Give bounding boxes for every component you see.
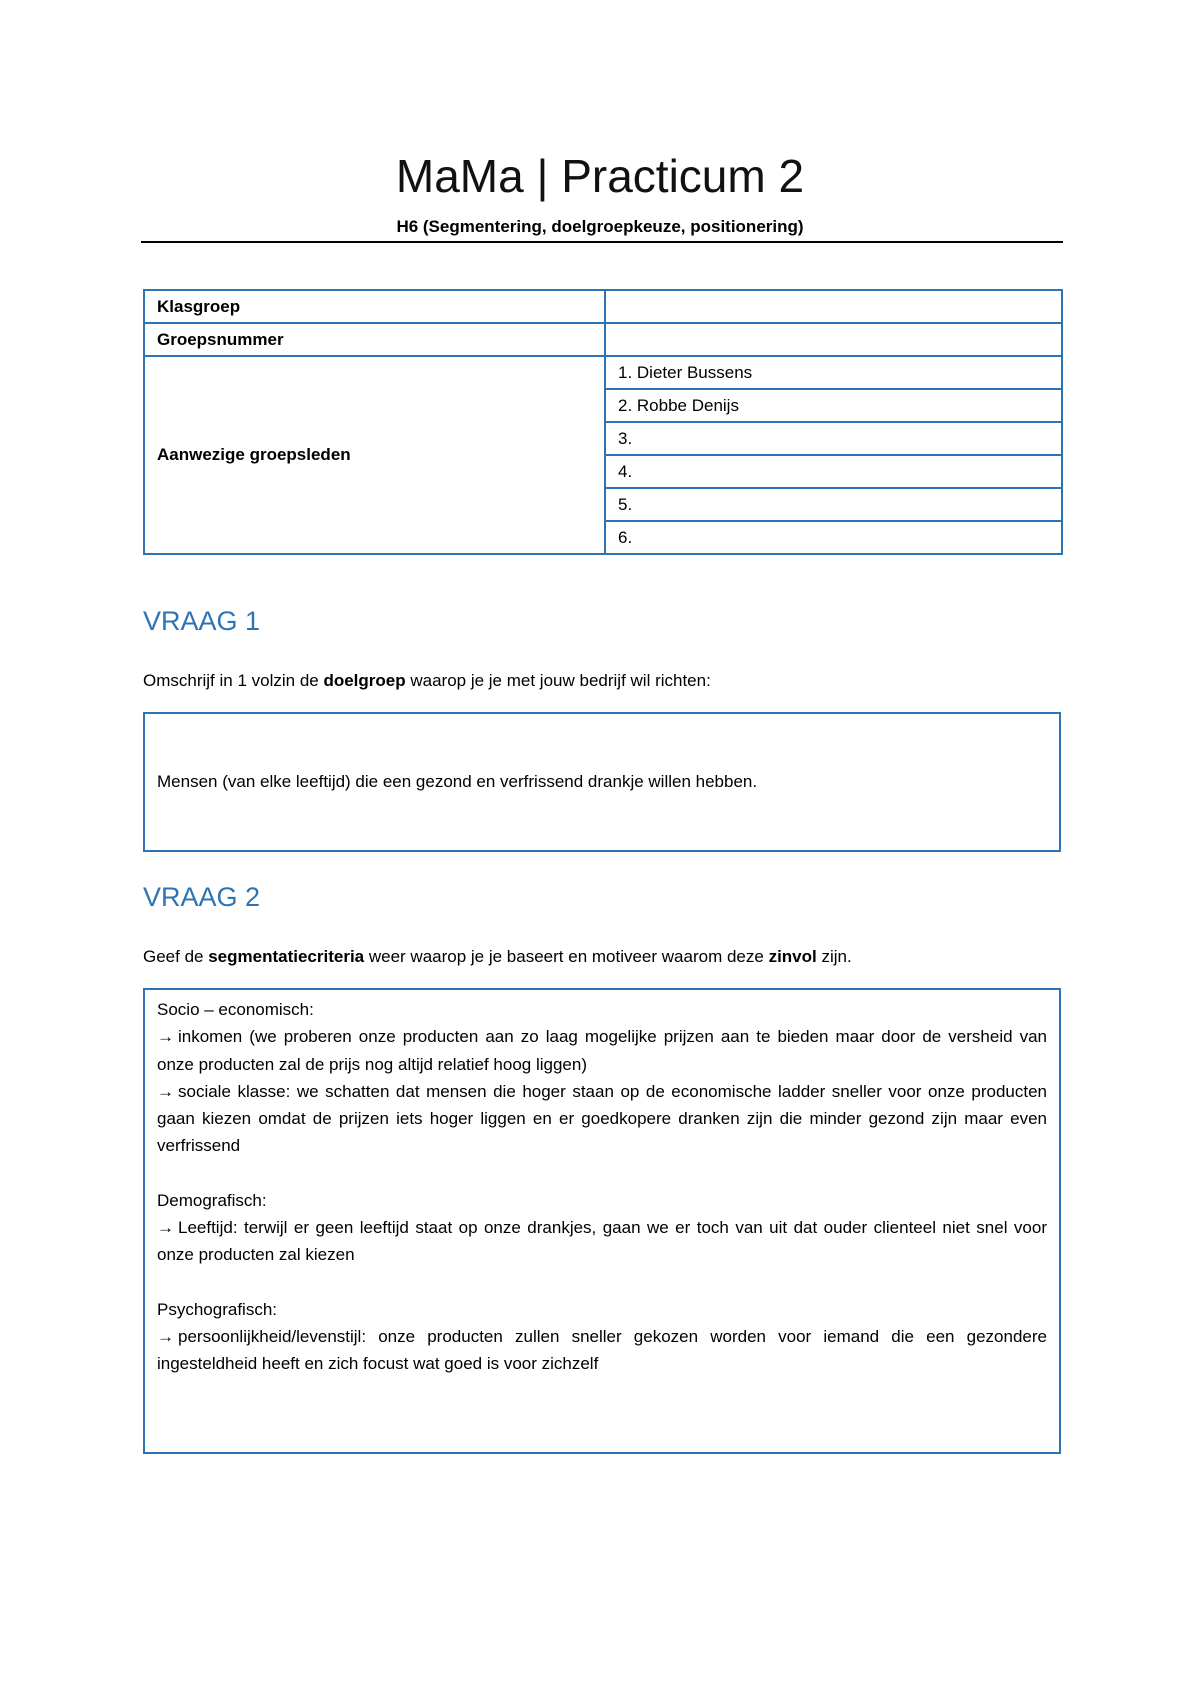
groepsleden-label: Aanwezige groepsleden	[144, 356, 605, 554]
groepslid-2[interactable]: 2. Robbe Denijs	[605, 389, 1062, 422]
paragraph-gap	[157, 1160, 1047, 1187]
document-subtitle: H6 (Segmentering, doelgroepkeuze, positionering)	[396, 217, 804, 236]
demo-item-leeftijd: Leeftijd: terwijl er geen leeftijd staat op onze drankjes, gaan we er toch van uit dat ouder clienteel niet snel voor onze producten zal kiezen	[157, 1218, 1047, 1265]
group-info-table	[143, 289, 1063, 555]
vraag2-heading: VRAAG 2	[143, 882, 261, 912]
psycho-item-persoonlijkheid: persoonlijkheid/levenstijl: onze producten zullen sneller gekozen worden voor iemand die een gezondere ingesteldheid heeft en zich focust wat goed is voor zichzelf	[157, 1326, 1047, 1374]
klasgroep-value[interactable]	[605, 290, 1062, 323]
socio-heading: Socio – economisch:	[157, 1000, 314, 1019]
demo-heading: Demografisch:	[157, 1190, 267, 1210]
table-row	[144, 323, 1062, 356]
groepsnummer-label: Groepsnummer	[144, 323, 605, 356]
table-row	[144, 356, 1062, 389]
vraag2-question	[143, 946, 852, 968]
vraag2-question-mid: weer waarop je je baseert en motiveer waarom deze	[364, 947, 769, 966]
vraag2-question-pre: Geef de	[143, 947, 209, 966]
paragraph-gap	[157, 1269, 1047, 1296]
groepslid-3[interactable]: 3.	[605, 422, 1062, 455]
list-item	[157, 1078, 1047, 1160]
vraag1-question-keyword: doelgroep	[323, 671, 406, 690]
vraag2-question-keyword-1: segmentatiecriteria	[208, 947, 365, 966]
arrow-right-icon: →	[157, 1326, 174, 1346]
vraag1-answer-box[interactable]	[143, 712, 1061, 852]
document-title: MaMa | Practicum 2	[395, 150, 805, 202]
groepslid-6[interactable]: 6.	[605, 521, 1062, 554]
vraag1-answer-text: Mensen (van elke leeftijd) die een gezond en verfrissend drankje willen hebben.	[157, 772, 758, 791]
vraag1-question-post: waarop je je met jouw bedrijf wil richten:	[405, 671, 711, 690]
list-item	[157, 1214, 1047, 1269]
title-divider	[141, 241, 1063, 243]
arrow-right-icon: →	[157, 1081, 174, 1101]
groepslid-4[interactable]: 4.	[605, 455, 1062, 488]
table-row	[144, 290, 1062, 323]
arrow-right-icon: →	[157, 1218, 174, 1238]
groepsnummer-value[interactable]	[605, 323, 1062, 356]
vraag1-heading: VRAAG 1	[143, 606, 261, 636]
groepslid-1[interactable]: 1. Dieter Bussens	[605, 356, 1062, 389]
klasgroep-label: Klasgroep	[144, 290, 605, 323]
groepslid-5[interactable]: 5.	[605, 488, 1062, 521]
vraag2-question-post: zijn.	[816, 947, 852, 966]
list-item	[157, 1323, 1047, 1378]
arrow-right-icon: →	[157, 1027, 174, 1047]
vraag1-question-pre: Omschrijf in 1 volzin de	[143, 671, 324, 690]
psycho-heading: Psychografisch:	[157, 1299, 277, 1319]
vraag2-question-keyword-2: zinvol	[768, 947, 817, 966]
socio-item-inkomen: inkomen (we proberen onze producten aan zo laag mogelijke prijzen aan te bieden maar door de versheid van onze producten zal de prijs nog altijd relatief hoog liggen)	[157, 1027, 1047, 1074]
socio-item-sociale-klasse: sociale klasse: we schatten dat mensen die hoger staan op de economische ladder sneller voor onze producten gaan kiezen omdat de prijzen iets hoger liggen en er goedkopere dranken zijn die minder gezond zijn maar even verfrissend	[157, 1081, 1047, 1156]
list-item	[157, 1023, 1047, 1078]
vraag2-answer-box[interactable]	[143, 988, 1061, 1454]
vraag1-question	[143, 670, 711, 692]
